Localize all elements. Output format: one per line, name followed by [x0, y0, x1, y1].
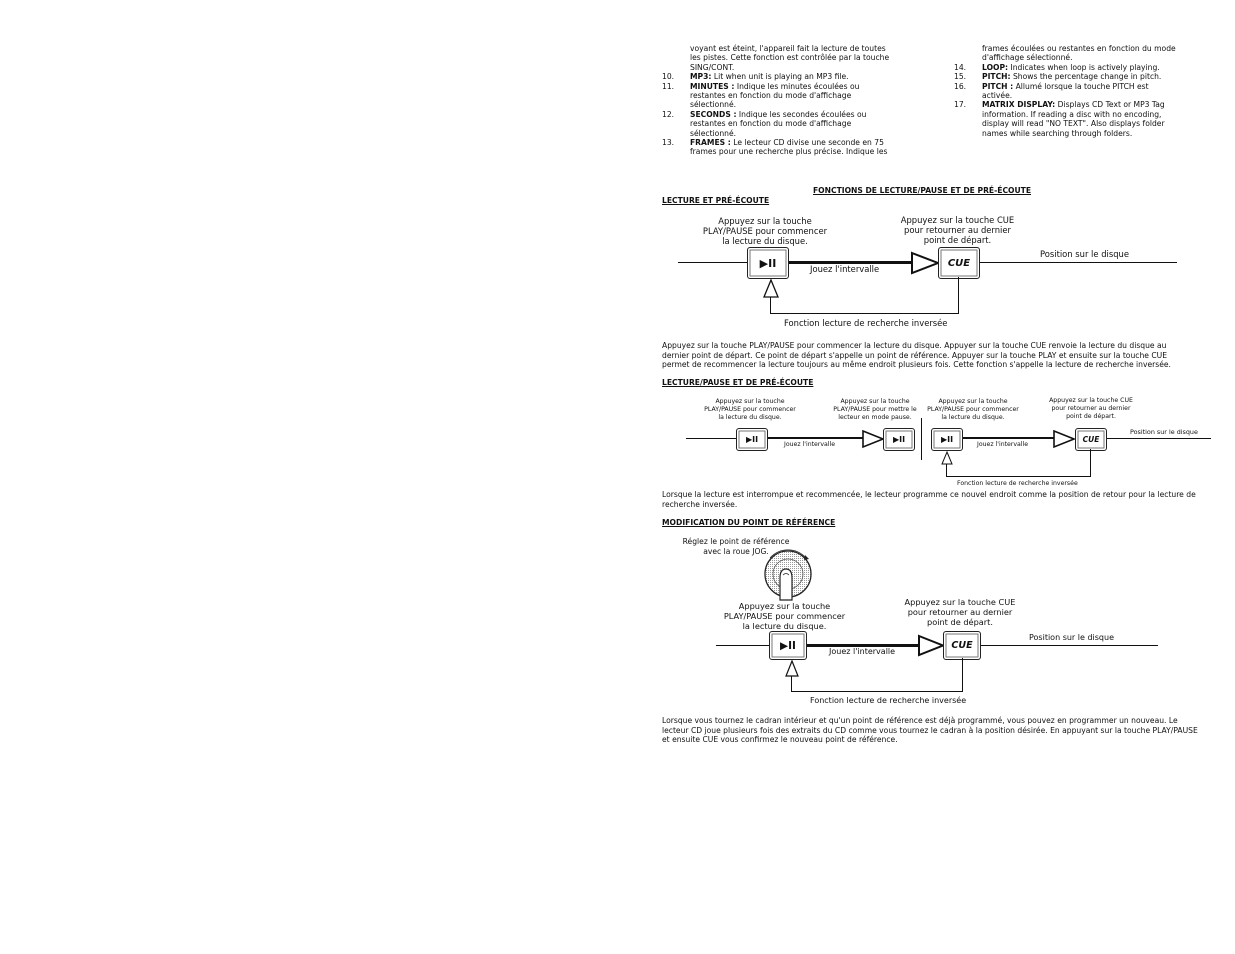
- play-caption: Appuyez sur la touche PLAY/PAUSE pour commencer la lecture du disque.: [702, 216, 828, 246]
- list-item-line: activée.: [982, 91, 1013, 100]
- list-item-line: display will read "NO TEXT". Also displays folder: [982, 119, 1165, 129]
- continuation-line: les pistes. Cette fonction est contrôlée par la touche: [690, 53, 890, 63]
- play-pause-button[interactable]: ▶II: [769, 631, 807, 660]
- arrow-up-icon: [940, 451, 954, 466]
- interval-label: Jouez l'intervalle: [829, 647, 896, 656]
- disc-line: [1105, 438, 1211, 439]
- arrow-up-icon: [762, 279, 780, 299]
- interval-line: [962, 437, 1056, 439]
- reverse-label: Fonction lecture de recherche inversée: [957, 480, 1078, 487]
- continuation-line: d'affichage sélectionné.: [982, 53, 1073, 63]
- jog-wheel-icon: [760, 544, 816, 606]
- disc-line: [686, 438, 736, 439]
- list-item-line: frames pour une recherche plus précise. Indique les: [690, 147, 888, 157]
- position-label: Position sur le disque: [1040, 249, 1129, 259]
- section-heading: LECTURE/PAUSE ET DE PRÉ-ÉCOUTE: [662, 378, 814, 387]
- list-item-line: sélectionné.: [690, 128, 737, 138]
- arrow-up-icon: [784, 660, 800, 678]
- interval-label: Jouez l'intervalle: [810, 264, 880, 274]
- cue-button[interactable]: CUE: [1075, 428, 1107, 451]
- list-item-line: restantes en fonction du mode d'affichage: [690, 119, 852, 129]
- arrow-right-icon: [917, 634, 945, 657]
- paragraph: Lorsque la lecture est interrompue et recommencée, le lecteur programme ce nouvel endroit comme la position de retour pour la lecture de recherche inversée.: [662, 490, 1196, 509]
- play-pause-button[interactable]: ▶II: [883, 428, 915, 451]
- position-label: Position sur le disque: [1029, 633, 1114, 642]
- interval-label: Jouez l'intervalle: [977, 441, 1029, 448]
- position-label: Position sur le disque: [1130, 428, 1198, 436]
- return-line: [1090, 449, 1091, 477]
- play-pause-button[interactable]: ▶II: [736, 428, 768, 451]
- disc-line: [979, 262, 1177, 263]
- disc-line: [716, 645, 770, 646]
- paragraph: Appuyez sur la touche PLAY/PAUSE pour commencer la lecture du disque. Appuyer sur la touche CUE renvoie la lecture du disque au dernier point de départ. Ce point de départ s'appelle un point de référence. Appuyer sur la touche PLAY et ensuite sur la touche CUE permet de recommencer la lecture toujours au même endroit plusieurs fois. Cette fonction s'appelle la lecture de recherche inversée.: [662, 341, 1171, 370]
- arrow-right-icon: [1053, 430, 1075, 448]
- reverse-label: Fonction lecture de recherche inversée: [784, 318, 948, 328]
- play-pause-button[interactable]: ▶II: [931, 428, 963, 451]
- cue-button[interactable]: CUE: [938, 247, 980, 279]
- list-item-line: Le lecteur CD divise une seconde en 75: [730, 138, 884, 147]
- arrow-right-icon: [862, 430, 884, 448]
- play-caption: Appuyez sur la touche PLAY/PAUSE pour commencer la lecture du disque.: [723, 601, 846, 631]
- cue-button[interactable]: CUE: [943, 631, 981, 660]
- continuation-line: voyant est éteint, l'appareil fait la lecture de toutes: [690, 44, 886, 53]
- section-heading: LECTURE ET PRÉ-ÉCOUTE: [662, 196, 770, 205]
- reverse-label: Fonction lecture de recherche inversée: [810, 696, 967, 705]
- caption: Appuyez sur la touche CUE pour retourner au dernier point de départ.: [1049, 397, 1133, 420]
- disc-line: [980, 645, 1158, 646]
- arrow-right-icon: [910, 251, 940, 275]
- continuation-line: SING/CONT.: [690, 62, 735, 72]
- return-line: [958, 277, 959, 314]
- section-heading: MODIFICATION DU POINT DE RÉFÉRENCE: [662, 518, 836, 527]
- disc-line: [678, 262, 748, 263]
- continuation-line: frames écoulées ou restantes en fonction du mode: [982, 44, 1176, 53]
- list-item-line: restantes en fonction du mode d'affichage: [690, 91, 852, 100]
- interval-label: Jouez l'intervalle: [784, 441, 836, 448]
- section-title: FONCTIONS DE LECTURE/PAUSE ET DE PRÉ-ÉCOUTE: [813, 186, 1032, 195]
- interval-line: [767, 437, 865, 439]
- play-pause-button[interactable]: ▶II: [747, 247, 789, 279]
- caption: Appuyez sur la touche PLAY/PAUSE pour mettre le lecteur en mode pause.: [833, 398, 917, 421]
- paragraph: Lorsque vous tournez le cadran intérieur et qu'un point de référence est déjà programmé, vous pouvez en programmer un nouveau. Le lecteur CD joue plusieurs fois des extraits du CD comme vous tournez le cadran à la position désirée. En appuyant sur la touche PLAY/PAUSE et ensuite CUE vous confirmez le nouveau point de référence.: [662, 716, 1198, 745]
- list-item-line: names while searching through folders.: [982, 128, 1133, 138]
- return-line: [946, 476, 1091, 477]
- return-line: [770, 313, 959, 314]
- caption: Appuyez sur la touche PLAY/PAUSE pour commencer la lecture du disque.: [704, 398, 796, 421]
- list-item-line: information. If reading a disc with no encoding,: [982, 109, 1162, 119]
- cue-caption: Appuyez sur la touche CUE pour retourner au dernier point de départ.: [904, 597, 1016, 627]
- list-item-line: sélectionné.: [690, 100, 737, 110]
- return-line: [962, 658, 963, 692]
- caption: Appuyez sur la touche PLAY/PAUSE pour commencer la lecture du disque.: [927, 398, 1019, 421]
- cue-caption: Appuyez sur la touche CUE pour retourner au dernier point de départ.: [900, 215, 1015, 245]
- jog-caption: Réglez le point de référence avec la roue JOG.: [682, 537, 790, 556]
- return-line: [791, 691, 963, 692]
- return-line: [791, 676, 792, 692]
- divider: [921, 418, 922, 460]
